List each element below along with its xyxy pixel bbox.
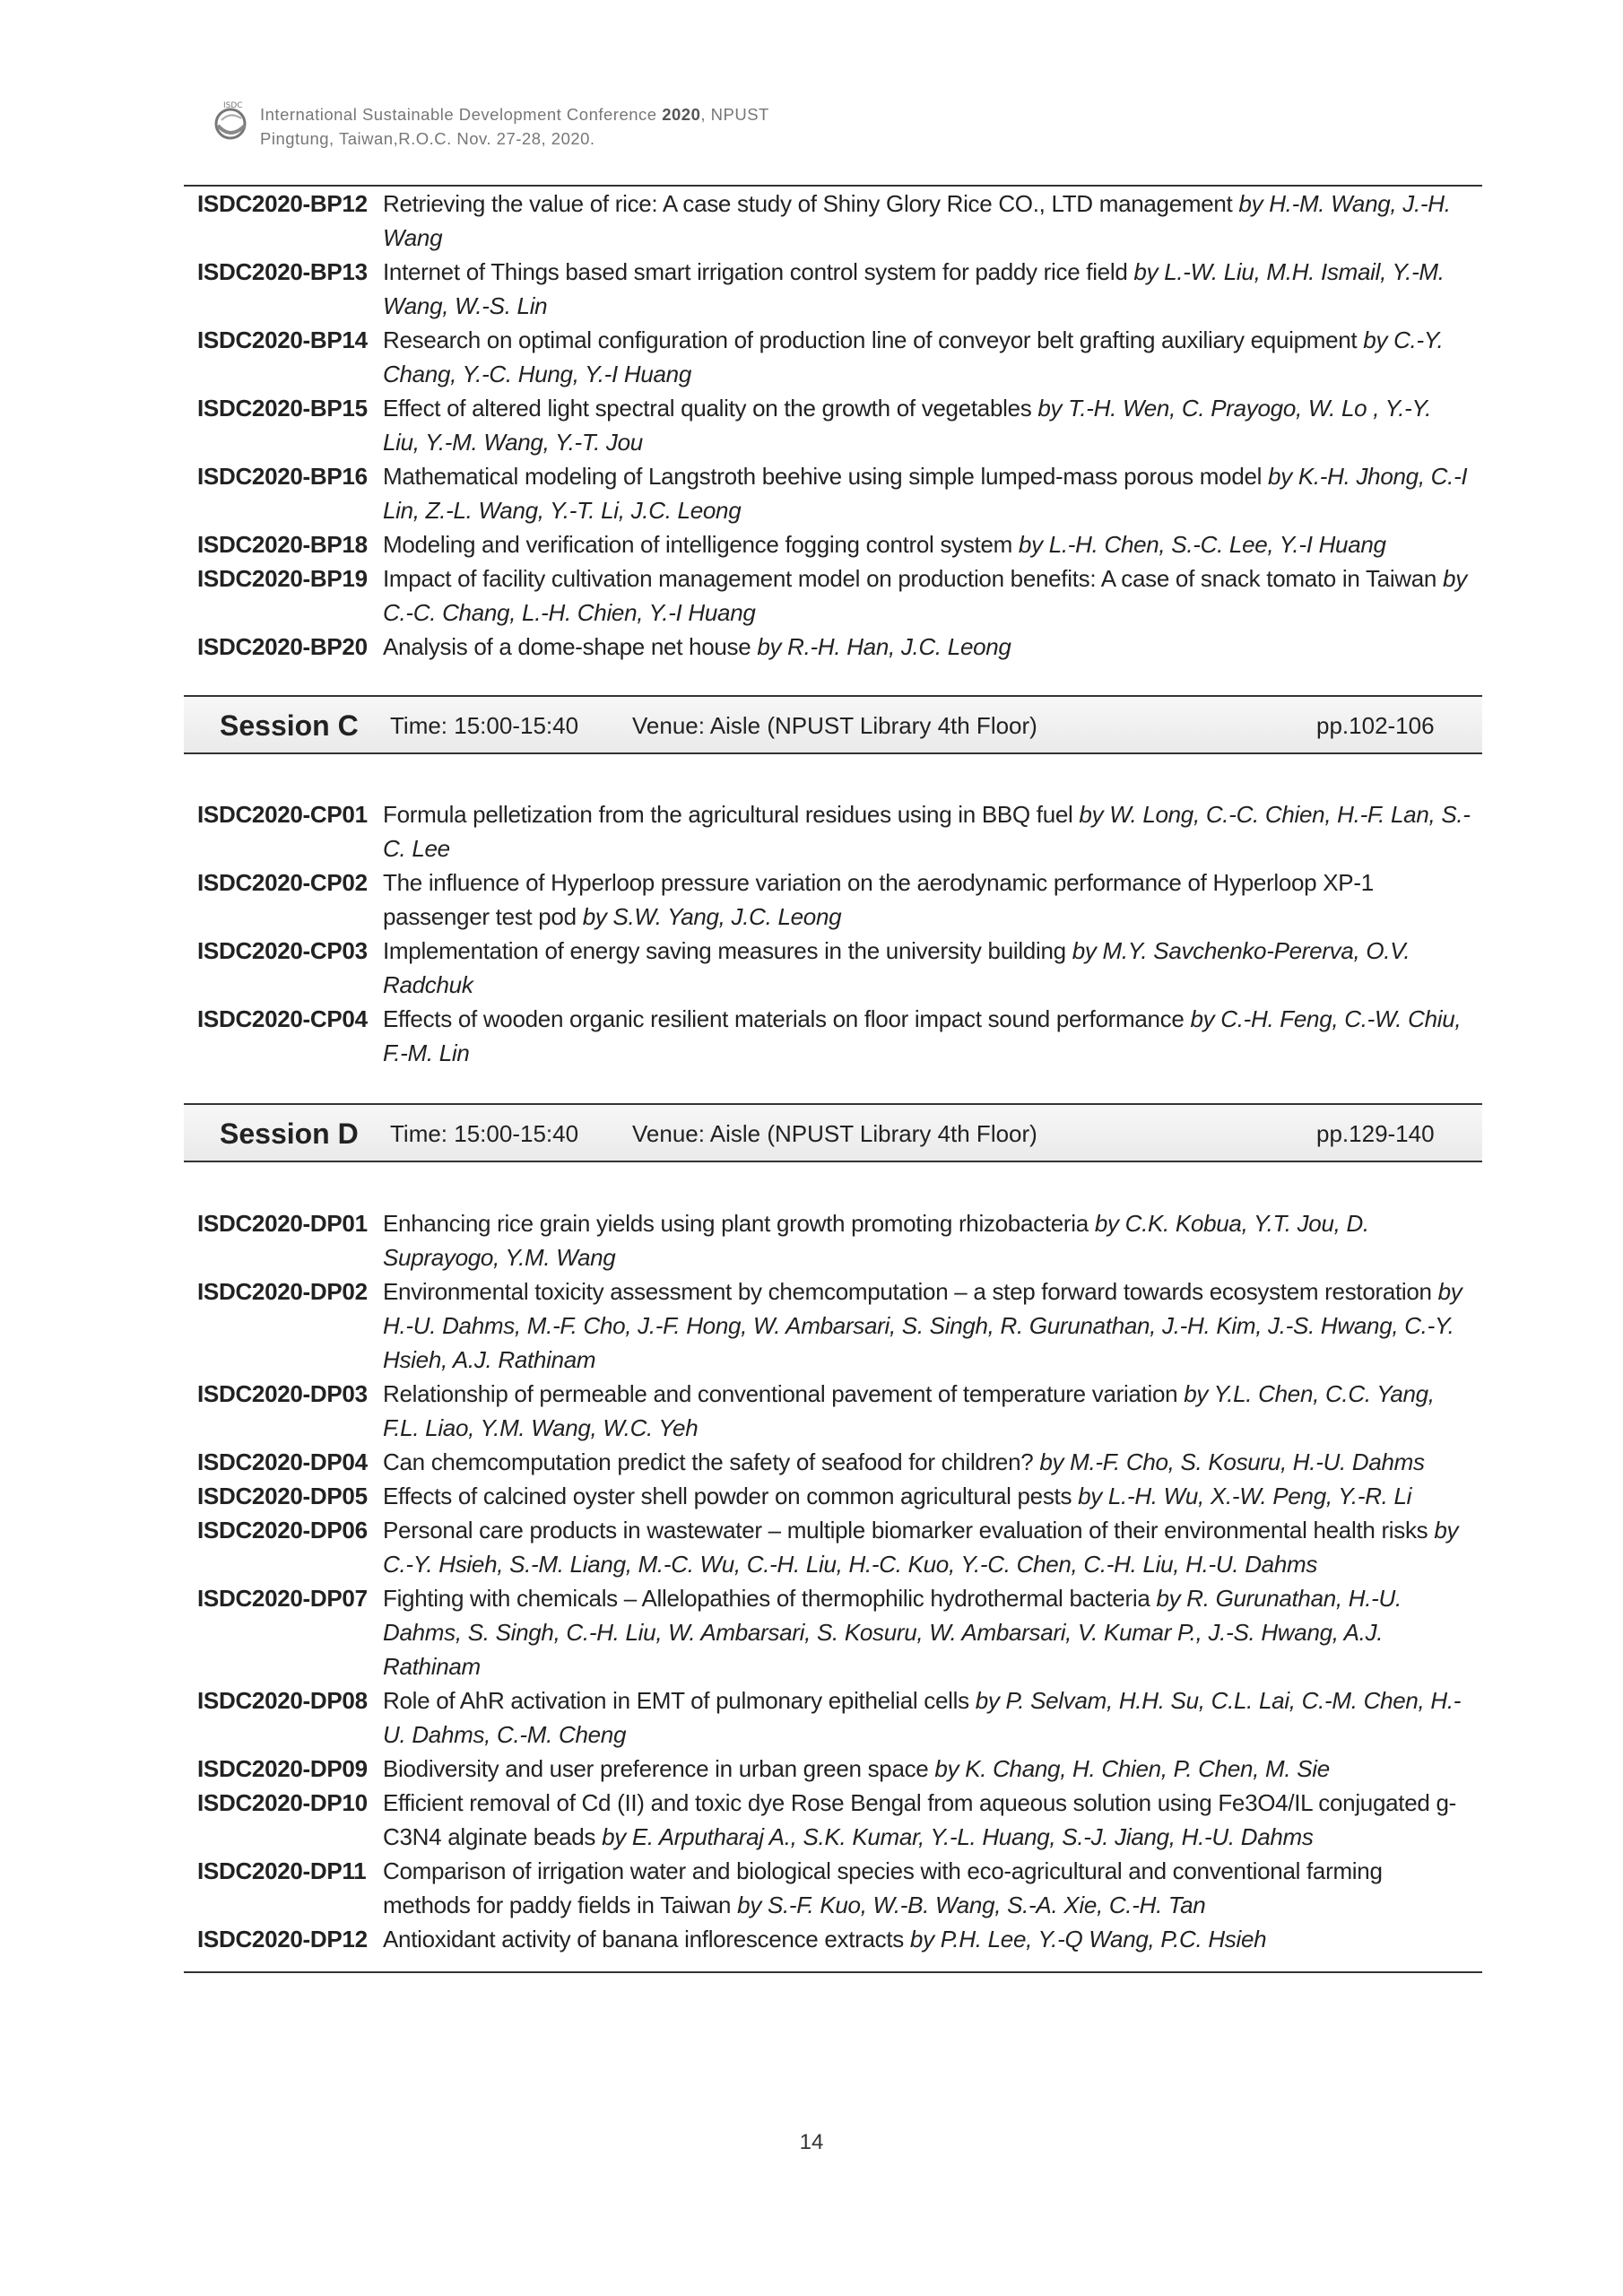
paper-code: ISDC2020-CP01: [197, 801, 368, 828]
paper-title: The influence of Hyperloop pressure variation on the aerodynamic performance of Hyperloop XP-1 passenger test pod: [383, 869, 1374, 930]
paper-entry: [197, 1445, 1480, 1479]
paper-description: [383, 1752, 1480, 1786]
session-c-pages: pp.102-106: [1316, 712, 1435, 739]
header-line-1: International Sustainable Development Conference 2020, NPUST: [260, 105, 769, 124]
paper-authors: by R.-H. Han, J.C. Leong: [757, 633, 1011, 660]
paper-description: [383, 527, 1480, 561]
paper-entry: [197, 391, 1480, 459]
paper-authors: by S.-F. Kuo, W.-B. Wang, S.-A. Xie, C.-H. Tan: [737, 1892, 1206, 1918]
header-line-2: Pingtung, Taiwan,R.O.C. Nov. 27-28, 2020.: [260, 129, 595, 148]
paper-description: [383, 934, 1480, 1002]
paper-entry: [197, 561, 1480, 630]
paper-entry: [197, 1786, 1480, 1854]
paper-title: Modeling and verification of intelligence fogging control system: [383, 531, 1019, 558]
paper-description: [383, 1445, 1480, 1479]
paper-entry: [197, 1581, 1480, 1683]
paper-code: ISDC2020-CP02: [197, 869, 368, 896]
session-c-venue: Venue: Aisle (NPUST Library 4th Floor): [632, 712, 1037, 739]
paper-description: [383, 561, 1480, 630]
svg-text:ISDC: ISDC: [223, 101, 243, 110]
session-d-venue: Venue: Aisle (NPUST Library 4th Floor): [632, 1120, 1037, 1147]
paper-entry: [197, 1479, 1480, 1513]
paper-authors: by S.W. Yang, J.C. Leong: [582, 903, 842, 930]
paper-authors: by P.H. Lee, Y.-Q Wang, P.C. Hsieh: [909, 1926, 1267, 1952]
paper-code: ISDC2020-BP20: [197, 633, 368, 660]
paper-authors: by T.-H. Wen, C. Prayogo, W. Lo , Y.-Y. Liu, Y.-M. Wang, Y.-T. Jou: [383, 395, 1432, 456]
paper-authors: by Y.L. Chen, C.C. Yang, F.L. Liao, Y.M. Wang, W.C. Yeh: [383, 1380, 1435, 1441]
paper-description: [383, 1922, 1480, 1956]
paper-description: [383, 1274, 1480, 1377]
paper-entry: [197, 1274, 1480, 1377]
paper-title: Antioxidant activity of banana inflorescence extracts: [383, 1926, 910, 1952]
paper-authors: by R. Gurunathan, H.-U. Dahms, S. Singh, C.-H. Liu, W. Ambarsari, S. Kosuru, W. Ambarsari, V. Kumar P., J.-S. Hwang, A.J. Rathinam: [383, 1585, 1402, 1680]
paper-authors: by W. Long, C.-C. Chien, H.-F. Lan, S.-C. Lee: [383, 801, 1471, 862]
session-c-title: Session C: [220, 709, 359, 742]
paper-authors: by M.Y. Savchenko-Pererva, O.V. Radchuk: [383, 937, 1410, 998]
paper-description: [383, 459, 1480, 527]
paper-code: ISDC2020-BP16: [197, 463, 368, 490]
paper-entry: [197, 1206, 1480, 1274]
bottom-divider: [184, 1971, 1482, 1973]
session-b-entries: [197, 187, 1480, 664]
paper-title: Relationship of permeable and conventional pavement of temperature variation: [383, 1380, 1185, 1407]
paper-title: Enhancing rice grain yields using plant growth promoting rhizobacteria: [383, 1210, 1095, 1237]
paper-title: Impact of facility cultivation management model on production benefits: A case of snack tomato in Taiwan: [383, 565, 1444, 592]
paper-authors: by P. Selvam, H.H. Su, C.L. Lai, C.-M. Chen, H.-U. Dahms, C.-M. Cheng: [383, 1687, 1462, 1748]
paper-code: ISDC2020-DP05: [197, 1483, 368, 1509]
paper-authors: by C.-Y. Chang, Y.-C. Hung, Y.-I Huang: [383, 326, 1444, 387]
paper-entry: [197, 323, 1480, 391]
paper-title: Biodiversity and user preference in urban green space: [383, 1755, 935, 1782]
paper-title: Analysis of a dome-shape net house: [383, 633, 758, 660]
paper-title: Personal care products in wastewater – multiple biomarker evaluation of their environmental health risks: [383, 1517, 1435, 1544]
paper-title: Mathematical modeling of Langstroth beehive using simple lumped-mass porous model: [383, 463, 1269, 490]
paper-code: ISDC2020-DP11: [197, 1857, 367, 1884]
paper-entry: [197, 255, 1480, 323]
paper-code: ISDC2020-DP04: [197, 1448, 368, 1475]
paper-title: Effect of altered light spectral quality on the growth of vegetables: [383, 395, 1038, 422]
session-c-entries: [197, 797, 1480, 1070]
paper-description: [383, 1002, 1480, 1070]
paper-description: [383, 797, 1480, 865]
paper-code: ISDC2020-DP08: [197, 1687, 368, 1714]
paper-title: Can chemcomputation predict the safety of seafood for children?: [383, 1448, 1040, 1475]
paper-description: [383, 1206, 1480, 1274]
paper-authors: by K.-H. Jhong, C.-I Lin, Z.-L. Wang, Y.-T. Li, J.C. Leong: [383, 463, 1468, 524]
paper-description: [383, 1683, 1480, 1752]
paper-description: [383, 1786, 1480, 1854]
session-d-time: Time: 15:00-15:40: [390, 1120, 579, 1147]
session-d-entries: [197, 1206, 1480, 1956]
paper-description: [383, 865, 1480, 934]
paper-entry: [197, 459, 1480, 527]
paper-code: ISDC2020-BP12: [197, 190, 368, 217]
paper-description: [383, 323, 1480, 391]
paper-code: ISDC2020-DP10: [197, 1789, 368, 1816]
paper-authors: by H.-U. Dahms, M.-F. Cho, J.-F. Hong, W. Ambarsari, S. Singh, R. Gurunathan, J.-H. Kim, J.-S. Hwang, C.-Y. Hsieh, A.J. Rathinam: [383, 1278, 1462, 1373]
paper-title: Fighting with chemicals – Allelopathies of thermophilic hydrothermal bacteria: [383, 1585, 1157, 1612]
paper-title: Effects of calcined oyster shell powder on common agricultural pests: [383, 1483, 1079, 1509]
session-c-header: [184, 695, 1482, 754]
paper-code: ISDC2020-BP19: [197, 565, 368, 592]
paper-authors: by C.K. Kobua, Y.T. Jou, D. Suprayogo, Y.M. Wang: [383, 1210, 1369, 1271]
paper-title: Efficient removal of Cd (II) and toxic dye Rose Bengal from aqueous solution using Fe3O4/IL conjugated g-C3N4 alginate beads: [383, 1789, 1456, 1850]
paper-authors: by C.-C. Chang, L.-H. Chien, Y.-I Huang: [383, 565, 1467, 626]
paper-authors: by H.-M. Wang, J.-H. Wang: [383, 190, 1451, 251]
paper-description: [383, 255, 1480, 323]
paper-code: ISDC2020-DP07: [197, 1585, 368, 1612]
paper-description: [383, 1513, 1480, 1581]
paper-authors: by K. Chang, H. Chien, P. Chen, M. Sie: [934, 1755, 1330, 1782]
paper-title: Research on optimal configuration of production line of conveyor belt grafting auxiliary equipment: [383, 326, 1364, 353]
paper-description: [383, 630, 1480, 664]
paper-entry: [197, 797, 1480, 865]
paper-authors: by L.-H. Chen, S.-C. Lee, Y.-I Huang: [1018, 531, 1386, 558]
paper-code: ISDC2020-BP14: [197, 326, 368, 353]
paper-entry: [197, 187, 1480, 255]
paper-title: Environmental toxicity assessment by chemcomputation – a step forward towards ecosystem restoration: [383, 1278, 1438, 1305]
paper-code: ISDC2020-DP06: [197, 1517, 368, 1544]
paper-code: ISDC2020-BP13: [197, 258, 368, 285]
paper-code: ISDC2020-CP03: [197, 937, 368, 964]
paper-description: [383, 1479, 1480, 1513]
paper-authors: by M.-F. Cho, S. Kosuru, H.-U. Dahms: [1039, 1448, 1425, 1475]
paper-description: [383, 1377, 1480, 1445]
paper-entry: [197, 1002, 1480, 1070]
paper-title: Retrieving the value of rice: A case study of Shiny Glory Rice CO., LTD management: [383, 190, 1239, 217]
paper-authors: by E. Arputharaj A., S.K. Kumar, Y.-L. Huang, S.-J. Jiang, H.-U. Dahms: [602, 1823, 1314, 1850]
paper-title: Formula pelletization from the agricultural residues using in BBQ fuel: [383, 801, 1080, 828]
paper-entry: [197, 1752, 1480, 1786]
session-c-time: Time: 15:00-15:40: [390, 712, 579, 739]
paper-entry: [197, 1377, 1480, 1445]
session-d-title: Session D: [220, 1118, 359, 1150]
paper-authors: by C.-Y. Hsieh, S.-M. Liang, M.-C. Wu, C.-H. Liu, H.-C. Kuo, Y.-C. Chen, C.-H. Liu, H.-U. Dahms: [383, 1517, 1459, 1578]
paper-entry: [197, 1513, 1480, 1581]
paper-title: Effects of wooden organic resilient materials on floor impact sound performance: [383, 1005, 1191, 1032]
paper-code: ISDC2020-CP04: [197, 1005, 368, 1032]
paper-code: ISDC2020-BP15: [197, 395, 368, 422]
paper-entry: [197, 630, 1480, 664]
paper-title: Implementation of energy saving measures in the university building: [383, 937, 1072, 964]
paper-code: ISDC2020-DP03: [197, 1380, 368, 1407]
paper-code: ISDC2020-DP02: [197, 1278, 368, 1305]
paper-title: Internet of Things based smart irrigation control system for paddy rice field: [383, 258, 1134, 285]
paper-authors: by L.-W. Liu, M.H. Ismail, Y.-M. Wang, W.-S. Lin: [383, 258, 1445, 319]
paper-entry: [197, 934, 1480, 1002]
conference-logo-icon: [211, 99, 256, 144]
paper-authors: by L.-H. Wu, X.-W. Peng, Y.-R. Li: [1078, 1483, 1412, 1509]
paper-entry: [197, 1854, 1480, 1922]
header-text: [260, 102, 1067, 151]
session-d-pages: pp.129-140: [1316, 1120, 1435, 1147]
paper-entry: [197, 1922, 1480, 1956]
paper-entry: [197, 1683, 1480, 1752]
paper-description: [383, 1581, 1480, 1683]
paper-code: ISDC2020-DP12: [197, 1926, 368, 1952]
paper-authors: by C.-H. Feng, C.-W. Chiu, F.-M. Lin: [383, 1005, 1462, 1066]
paper-entry: [197, 527, 1480, 561]
paper-entry: [197, 865, 1480, 934]
session-d-header: [184, 1103, 1482, 1162]
paper-code: ISDC2020-BP18: [197, 531, 368, 558]
paper-description: [383, 187, 1480, 255]
paper-title: Comparison of irrigation water and biological species with eco-agricultural and conventional farming methods for paddy fields in Taiwan: [383, 1857, 1383, 1918]
paper-title: Role of AhR activation in EMT of pulmonary epithelial cells: [383, 1687, 976, 1714]
paper-description: [383, 1854, 1480, 1922]
paper-code: ISDC2020-DP09: [197, 1755, 368, 1782]
paper-code: ISDC2020-DP01: [197, 1210, 368, 1237]
page-number: 14: [799, 2130, 824, 2154]
paper-description: [383, 391, 1480, 459]
